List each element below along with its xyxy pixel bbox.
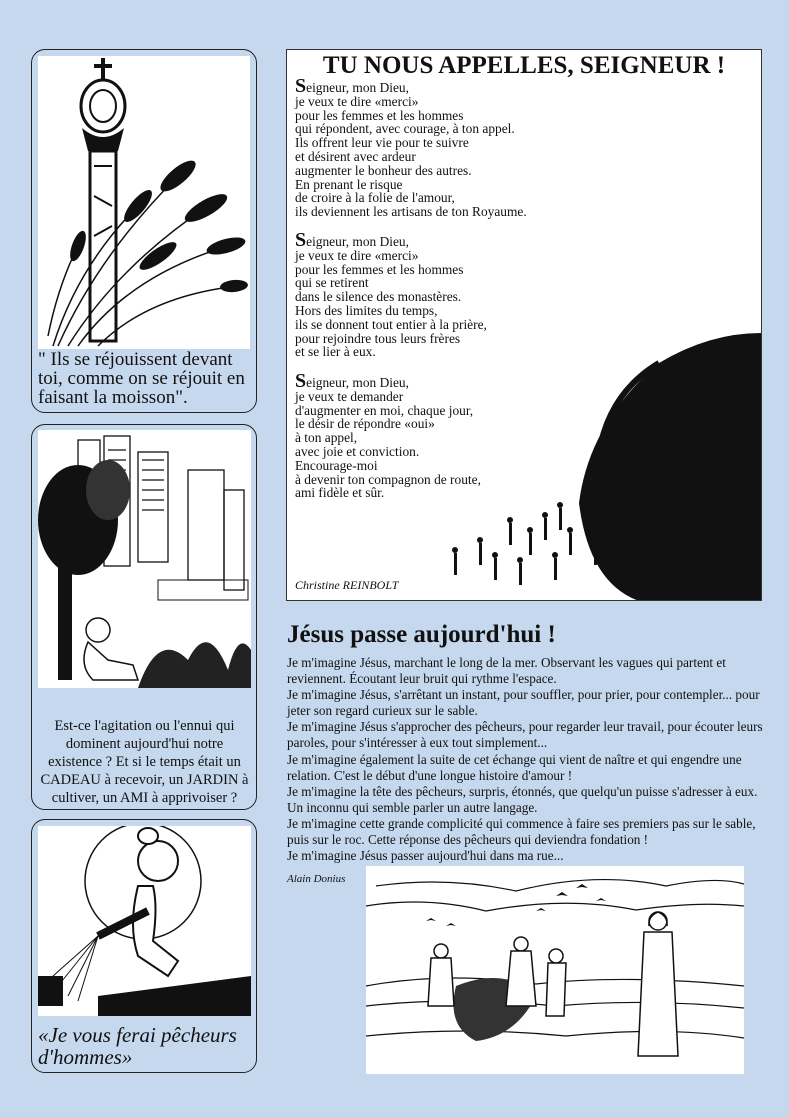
poem-line: à ton appel,	[295, 430, 358, 446]
poem-line: ami fidèle et sûr.	[295, 485, 385, 501]
poem-author: Christine REINBOLT	[295, 578, 399, 592]
article-paragraph: Je m'imagine Jésus passer aujourd'hui dans ma rue...	[287, 848, 564, 864]
poem-stanza-3	[295, 370, 735, 501]
wheat-cross-illustration	[38, 56, 250, 349]
article-paragraph: Je m'imagine la tête des pêcheurs, surpris, étonnés, que quelqu'un puisse s'adresser à eux. Un inconnu qui semble parler un autre langage.	[287, 783, 758, 815]
poem-line: je veux te dire «merci»	[295, 93, 419, 109]
poem-line: ils deviennent les artisans de ton Royaume.	[295, 204, 527, 220]
poem-line: je veux te dire «merci»	[295, 247, 419, 263]
poem-line: de croire à la folie de l'amour,	[295, 190, 455, 206]
article-paragraph: Je m'imagine Jésus, s'arrêtant un instant, pour souffler, pour prier, pour contempler... pour jeter son regard curieux sur le sable.	[287, 687, 760, 719]
poem-line: En prenant le risque	[295, 176, 403, 192]
poem-line: qui se retirent	[295, 275, 369, 291]
poem-line: le désir de répondre «oui»	[295, 416, 435, 432]
fisher-card	[31, 819, 257, 1073]
stanza-drop-cap: S	[295, 229, 307, 251]
poem-line: et se lier à eux.	[295, 344, 376, 360]
poem-line: pour les femmes et les hommes	[295, 107, 464, 123]
fisher-illustration	[38, 826, 251, 1016]
poem-line: d'augmenter en moi, chaque jour,	[295, 402, 474, 418]
fishers-of-men-quote: «Je vous ferai pêcheurs d'hommes»	[38, 1023, 237, 1069]
article-title: Jésus passe aujourd'hui !	[287, 621, 556, 648]
poem-line: je veux te demander	[295, 388, 404, 404]
poem-title: TU NOUS APPELLES, SEIGNEUR !	[322, 52, 726, 79]
poem-line: avec joie et conviction.	[295, 443, 420, 459]
poem-line: eigneur, mon Dieu,	[306, 375, 409, 390]
poem-box	[286, 49, 762, 601]
poem-line: et désirent avec ardeur	[295, 148, 416, 164]
city-child-illustration	[38, 430, 251, 688]
poem-line: à devenir ton compagnon de route,	[295, 471, 481, 487]
poem-line: Hors des limites du temps,	[295, 302, 438, 318]
harvest-quote: " Ils se réjouissent devant toi, comme on se réjouit en faisant la moisson".	[38, 349, 245, 408]
stanza-drop-cap: S	[295, 75, 307, 97]
poem-line: Encourage-moi	[295, 457, 378, 473]
stanza-drop-cap: S	[295, 370, 307, 392]
article-body	[287, 655, 765, 864]
poem-stanza-2	[295, 229, 735, 360]
poem-line: pour les femmes et les hommes	[295, 261, 464, 277]
poem-line: eigneur, mon Dieu,	[306, 234, 409, 249]
article-author: Alain Donius	[287, 873, 346, 885]
existence-question: Est-ce l'agitation ou l'ennui qui dominent aujourd'hui notre existence ? Et si le temps était un CADEAU à recevoir, un JARDIN à cultiver, un AMI à apprivoiser ?	[40, 718, 249, 806]
article-paragraph: Je m'imagine cette grande complicité qui commence à faire ses premiers pas sur le sable, puis sur le roc. Cette réponse des pêcheurs qui deviendra fondation !	[287, 815, 756, 848]
city-garden-card	[31, 424, 257, 810]
wheat-cross-card	[31, 49, 257, 413]
poem-line: Ils offrent leur vie pour te suivre	[295, 135, 469, 151]
poem-line: dans le silence des monastères.	[295, 289, 462, 305]
article-paragraph: Je m'imagine Jésus, marchant le long de la mer. Observant les vagues qui partent et reviennent. Écoutant leur bruit qui rythme l'espace.	[287, 655, 726, 687]
article-paragraph: Je m'imagine également la suite de cet échange qui vient de naître et qui engendre une relation. C'est le début d'une longue histoire d'amour !	[287, 751, 742, 783]
jesus-fishermen-illustration	[366, 866, 744, 1074]
poem-line: eigneur, mon Dieu,	[306, 80, 409, 95]
poem-line: qui répondent, avec courage, à ton appel.	[295, 121, 515, 137]
poem-line: pour rejoindre tous leurs frères	[295, 330, 461, 346]
poem-stanza-1	[295, 75, 735, 220]
article-paragraph: Je m'imagine Jésus s'approcher des pêcheurs, pour regarder leur travail, pour écouter leurs paroles, pour s'intéresser à eux tout simplement...	[287, 719, 763, 751]
poem-line: augmenter le bonheur des autres.	[295, 162, 472, 178]
poem-line: ils se donnent tout entier à la prière,	[295, 316, 487, 332]
